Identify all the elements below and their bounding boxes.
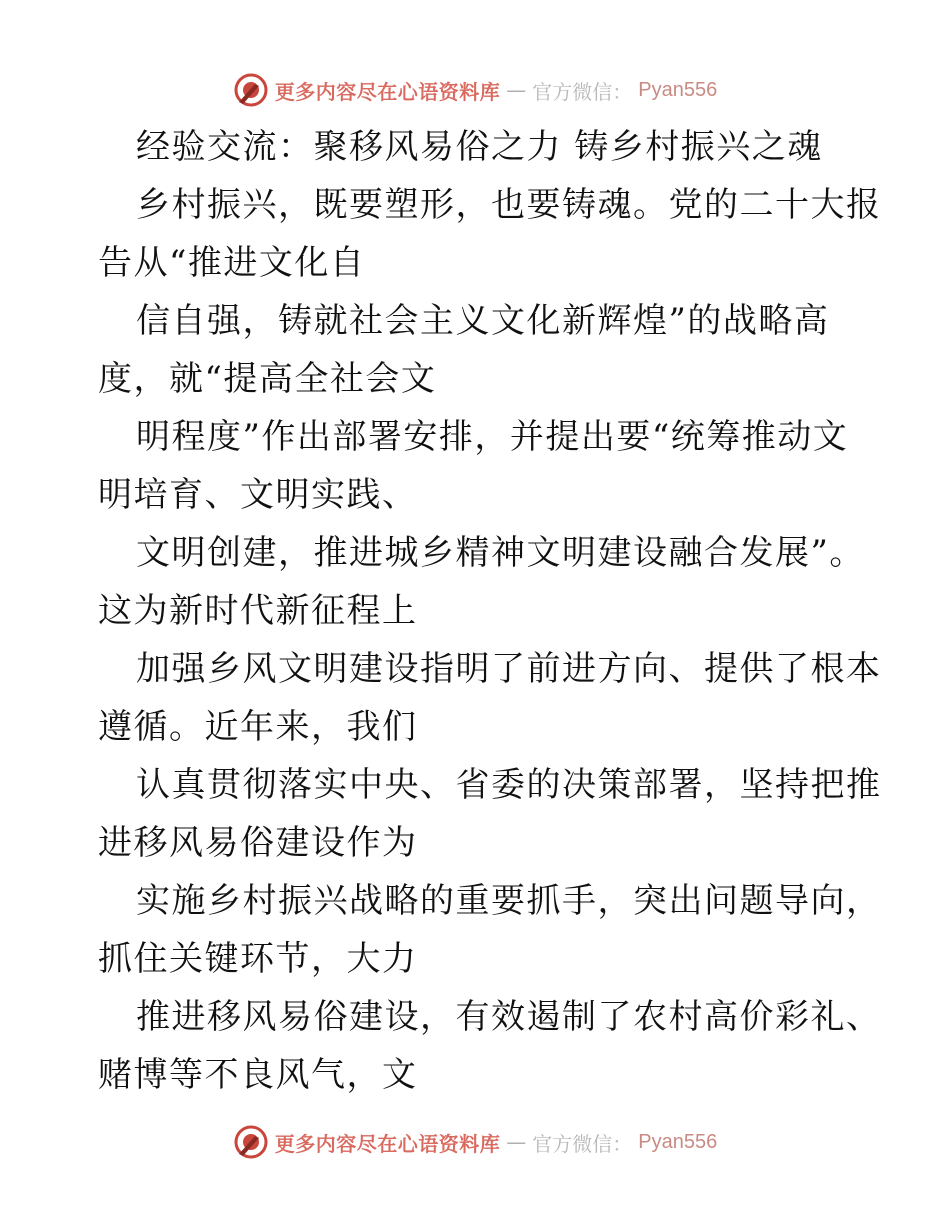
text-line: 推进移风易俗建设，有效遏制了农村高价彩礼、 (136, 997, 882, 1037)
watermark-separator: — (506, 78, 527, 102)
footer-watermark (0, 1122, 950, 1162)
document-title: 经验交流：聚移风易俗之力 铸乡村振兴之魂 (136, 127, 823, 167)
watermark-wechat-label: 官方微信： (532, 79, 633, 104)
text-line: 加强乡风文明建设指明了前进方向、提供了根本 (136, 649, 882, 689)
document-body (98, 118, 882, 1104)
logo-icon (233, 72, 269, 108)
header-watermark (0, 70, 950, 110)
text-line: 度，就“提高全社会文 (98, 359, 437, 399)
watermark-text: 更多内容尽在心语资料库 (274, 1131, 501, 1156)
text-line: 认真贯彻落实中央、省委的决策部署，坚持把推 (136, 765, 882, 805)
watermark-wechat-label: 官方微信： (532, 1131, 633, 1156)
text-line: 文明创建，推进城乡精神文明建设融合发展”。 (136, 533, 865, 573)
text-line: 实施乡村振兴战略的重要抓手，突出问题导向， (136, 881, 882, 921)
watermark-text: 更多内容尽在心语资料库 (274, 79, 501, 104)
text-line: 抓住关键环节，大力 (98, 939, 418, 979)
watermark-wechat-id: Pyan556 (638, 1130, 718, 1153)
text-line: 明程度”作出部署安排，并提出要“统筹推动文 (136, 417, 849, 457)
text-line: 明培育、文明实践、 (98, 475, 418, 515)
logo-icon (233, 1124, 269, 1160)
watermark-separator: — (506, 1130, 527, 1154)
watermark-wechat-id: Pyan556 (638, 78, 718, 101)
text-line: 这为新时代新征程上 (98, 591, 418, 631)
text-line: 遵循。近年来，我们 (98, 707, 418, 747)
text-line: 赌博等不良风气，文 (98, 1055, 418, 1095)
text-line: 进移风易俗建设作为 (98, 823, 418, 863)
text-line: 告从“推进文化自 (98, 243, 366, 283)
text-line: 乡村振兴，既要塑形，也要铸魂。党的二十大报 (136, 185, 882, 225)
text-line: 信自强，铸就社会主义文化新辉煌”的战略高 (136, 301, 830, 341)
